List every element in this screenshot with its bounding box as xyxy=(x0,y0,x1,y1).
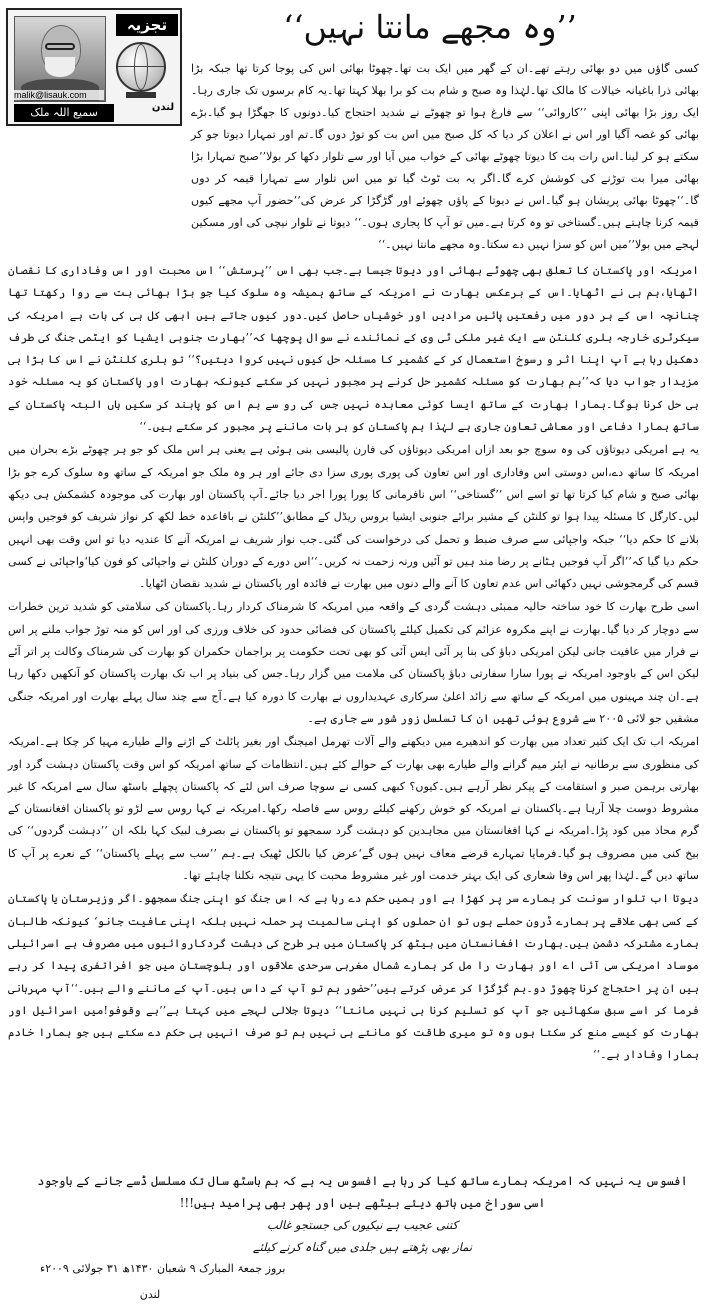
verse-line-2: نماز بھی پڑھتے ہیں جلدی میں گناہ کرنے کیلئے xyxy=(252,1240,473,1254)
lead-paragraph-block xyxy=(191,58,699,256)
verse-line-1: کتنی عجیب ہے نیکیوں کی جستجو غالب xyxy=(267,1218,458,1232)
column-header-block xyxy=(6,8,182,126)
publication-logo: لندن xyxy=(151,102,175,113)
article-body xyxy=(8,260,699,1068)
closing-block xyxy=(30,1170,695,1258)
column-name-label: تجزیہ xyxy=(116,14,178,36)
body-paragraph: امریکہ اب تک ایک کثیر تعداد میں بھارت کو اندھیرے میں دیکھنے والے آلات تھرمل امیجنگ اور بغیر پائلٹ کے اڑنے والے طیارے مہیا کر چکا ہے۔امریکہ کی منظوری سے برطانیہ نے ایئر میم گرانے والے طیارے بھی بھارت کے حوالے کئے ہیں۔انتظامات کے ساتھ امریکہ کو اس وقت پاکستان دہشت گرد اور بھارتی برہمن صبر و استقامت کے پیکر نظر آرہے ہیں۔کیوں؟ کبھی کسی نے سوچا صرف اس لئے کہ پاکستان پچھلے باسٹھ سال سے امریکہ کا غیر مشروط دوست چلا آرہا ہے۔پاکستان نے امریکہ کو خوش رکھنے کیلئے روس سے فاصلہ رکھا۔امریکہ نے کہا روس سے لڑو تو پاکستان افغانستان کے گرم محاذ میں کود پڑا۔امریکہ نے کہا افغانستان میں مجاہدین کو دہشت گرد سمجھو تو پاکستان نے بصرف لبیک کہا بلکہ ان ’’دہشت گردوں‘‘ کی بیخ کنی میں مصروف ہو گیا۔فرمایا تمہارے قرضے معاف نہیں ہوں گے‘عرض کیا بالکل ٹھیک ہے۔ہم ’’سب سے پہلے پاکستان‘‘ کے نعرے پر آپ کا ساتھ دیں گے۔لہٰذا پھر اس وفا شعاری کی ایک بہتر خدمت اور غیر مشروط محبت کا یہی نتیجہ نکلنا چاہئے تھا۔ xyxy=(8,735,699,883)
author-name: سمیع اللہ ملک xyxy=(14,104,114,122)
place-name: لندن xyxy=(139,1288,161,1301)
closing-line: افسوس یہ نہیں کہ امریکہ ہمارے ساتھ کیا کر رہا ہے افسوس یہ ہے کہ ہم باسٹھ سال تک مسلسل ڈسے جانے کے باوجود اسی سوراخ میں ہاتھ دیئے بیٹھے ہیں اور پھر بھی پرامید ہیں!!! xyxy=(37,1174,688,1210)
author-glasses xyxy=(45,43,75,50)
body-paragraph: اسی طرح بھارت کا خود ساختہ حالیہ ممبئی دہشت گردی کے واقعہ میں امریکہ کا شرمناک کردار رہا۔پاکستان کی سلامتی کو شدید ترین خطرات سے دوچار کر دیا گیا۔بھارت نے اپنے مکروہ عزائم کی تکمیل کیلئے پاکستان کی فضائی حدود کی خلاف ورزی کی اور اس کو منہ توڑ جواب ملنے پر اس نے فرار میں عافیت جانی لیکن امریکی دباؤ کی بنا پر آئی ایس آئی کو بھی تحت حکومت پر براجمان حکمران کو بھارت کی شرمناک وکالت پر اتر آئے لیکن اس کے باوجود امریکہ نے پورا سارا سفارتی دباؤ پاکستان کی ملامت میں گزار رہا۔جس کی بنیاد پر اب تک بھارت پاکستان کو آنکھیں دکھا رہا ہے۔ان چند مہینوں میں امریکہ کے ساتھ سے زائد اعلیٰ سرکاری عہدیداروں نے بھارت کا دورہ کیا ہے۔آج سے چند سال پہلے بھارت اور امریکہ جنگی مشقیں جو لائی ۲۰۰۵ سے شروع ہوئی تھیں ان کا تسلسل زور شور سے جاری ہے۔ xyxy=(8,600,699,725)
article-title: ’’وہ مجھے مانتا نہیں‘‘ xyxy=(283,8,577,46)
author-email: malik@lisauk.com xyxy=(14,90,104,100)
globe-icon xyxy=(116,42,166,92)
globe-stand xyxy=(126,92,156,98)
dateline: بروز جمعۃ المبارک ۹ شعبان ۱۴۳۰ھ ۳۱ جولائی ۲۰۰۹ء xyxy=(40,1262,286,1275)
lead-paragraph: کسی گاؤں میں دو بھائی رہتے تھے۔ان کے گھر میں ایک بت تھا۔چھوٹا بھائی اس کی پوجا کرتا تھا جبکہ بڑا بھائی ذرا باغیانہ خیالات کا مالک تھا۔لہٰذا وہ صبح و شام بت کو برا بھلا کہتا تھا۔یہ کام برسوں تک جاری رہا۔ایک روز بڑا بھائی اپنی ’’کاروائی‘‘ سے فارغ ہوا تو چھوٹے نے شدید احتجاج کیا۔دونوں کا جھگڑا ہو گیا۔بڑے بھائی کو غصہ آگیا اور اس نے اعلان کر دیا کہ کل صبح میں اس بت کو توڑ دوں گا۔تم اور تمہارا دیوتا جو کر سکتے ہو کر لینا۔اس رات بت کا دیوتا چھوٹے بھائی کے خواب میں آیا اور سے تلوار دکھا کر بولا’’صبح تمہارا بڑا بھائی میرا بت توڑنے کی کوشش کرے گا۔اگر یہ بت ٹوٹ گیا تو میں اس تلوار سے تمہارا قیمہ کر دوں گا۔‘‘چھوٹا بھائی پریشان ہو گیا۔اس نے دیوتا کے پاؤں چھوئے اور گڑگڑا کر عرض کی’’حضور آپ مجھے کیوں قیمہ کرنا چاہتے ہیں۔گستاخی تو وہ کرتا ہے۔میں تو آپ کا پجاری ہوں۔‘‘ دیوتا نے تلوار نیچی کی اور مسکین لہجے میں بولا’’میں اس کو سزا نہیں دے سکتا۔وہ مجھے مانتا نہیں۔‘‘ xyxy=(191,62,699,251)
body-paragraph: یہ ہے امریکی دیوتاؤں کی وہ سوچ جو بعد ازاں امریکی دیوتاؤں کی فارن پالیسی بنی ہوئی ہے یعنی ہر اس ملک کو جو ہر چھوٹے بڑے بحران میں امریکہ کا ساتھ دے،اس دوستی اس وفاداری اور اس تعاون کی پوری پوری سزا دی جائے اور ہر وہ ملک جو امریکہ کے ساتھ وہ سلوک کرے جو بڑا بھائی صبح و شام کیا کرتا تھا تو اسے اس ’’گستاخی‘‘ اس نافرمانی کا پورا پورا اجر دیا جائے۔آپ پاکستان اور بھارت کی موجودہ کشمکش ہی دیکھ لیں۔کارگل کا مسئلہ پیدا ہوا تو کلنٹن کے مشیر برائے جنوبی ایشیا بروس ریڈل کے مطابق’’کلنٹن نے باقاعدہ خط لکھ کر نواز شریف کو فوجیں واپس بلانے کا حکم دیا‘‘ جبکہ واجپائی سے صرف ضبط و تحمل کی درخواست کی گئی۔جب نواز شریف نے امریکہ آنے کا عندیہ دیا تو اس وقت بھی انہیں حکم دیا گیا کہ’’اگر آپ فوجیں ہٹانے پر رضا مند ہیں تو آئیں ورنہ زحمت نہ کریں۔‘‘اس دورے کے دوران کلنٹن نے واجپائی کو فون کیا‘واجپائی نے کسی قسم کی گرمجوشی نہیں دکھائی اس عدم تعاون کا آنے والے دنوں میں بھارت نے فائدہ اور پاکستان نے شدید نقصان اٹھایا۔ xyxy=(8,443,699,591)
body-paragraph: دیوتا اب تلوار سونت کر ہمارے سر پر کھڑا ہے اور ہمیں حکم دے رہا ہے کہ اس جنگ کو اپنی جنگ سمجھو۔اگر وزیرستان یا پاکستان کے کسی بھی علاقے پر ہمارے ڈرون حملے ہوں تو ان حملوں کو اپنی سالمیت پر حملہ نہیں بلکہ اپنی عافیت جانو‘ کیونکہ طالبان ہمارے مشترکہ دشمن ہیں۔بھارت افغانستان میں بیٹھ کر پاکستان میں ہر طرح کی دہشت گردکاروائیوں میں مصروف ہے اسرائیلی موساد امریکی سی آئی اے اور بھارت را مل کر ہمارے شمال مغربی سرحدی علاقوں اور بلوچستان میں جو افراتفری پیدا کر رہے ہیں ان پر احتجاج کرنا چھوڑ دو۔ہم گڑگڑا کر عرض کرتے ہیں’’حضور ہم تو آپ کے داس ہیں۔آپ کے ماننے والے ہیں۔‘‘آپ مہربانی فرما کر اسے سبق سکھائیں جو آپ کو تسلیم کرنا ہی نہیں مانتا‘‘ دیوتا جلالی لہجے میں کہتا ہے’’بے وقوفو!میں اسرائیل اور بھارت کو کیسے منع کر سکتا ہوں وہ تو میری طاقت کو مانتے ہی نہیں ہم تو صرف انہیں ہی حکم دے سکتے ہیں جو ہمارا خادم ہمارا وفادار ہے۔‘‘ xyxy=(8,892,699,1062)
author-beard xyxy=(45,57,75,77)
body-paragraph: امریکہ اور پاکستان کا تعلق بھی چھوٹے بھائی اور دیوتا جیسا ہے۔جب بھی اس ’’پرستش‘‘ اس محبت اور اس وفاداری کا نقصان اٹھایا،ہم ہی نے اٹھایا۔اس کے برعکس بھارت نے امریکہ کے ساتھ ہمیشہ وہ سلوک کیا جو بڑا بھائی بت سے روا رکھتا تھا چنانچہ اس کے ہر دور میں رفعتیں پائیں مرادیں اور خوشیاں حاصل کیں۔دور کیوں جاتے ہیں ابھی کل ہی کی بات ہے امریکہ کی سیکرٹری خارجہ ہلری کلنٹن سے ایک غیر ملکی ٹی وی کے نمائندے نے سوال پوچھا کہ’’بھارت جنوبی ایشیا کو ایٹمی جنگ کی طرف دھکیل رہا ہے آپ اپنا اثر و رسوخ استعمال کر کے کشمیر کا مسئلہ حل کیوں نہیں کروا دیتیں؟‘‘ تو ہلری کلنٹن نے اس کا بڑا ہی مزیدار جواب دیا کہ’’ہم بھارت کو مسئلہ کشمیر حل کرنے پر مجبور نہیں کر سکتے کیونکہ بھارت اور پاکستان کو یہ مسئلہ خود ہی حل کرنا ہوگا۔ہمارا بھارت کے ساتھ ایسا کوئی معاہدہ نہیں جس کی رو سے ہم اس کو پابند کر سکیں ہاں البتہ پاکستان کے ساتھ ہمارا دفاعی اور معاشی تعاون جاری ہے لہٰذا ہم پاکستان کو ہر بات ماننے پر مجبور کر سکتے ہیں۔‘‘ xyxy=(8,264,699,434)
